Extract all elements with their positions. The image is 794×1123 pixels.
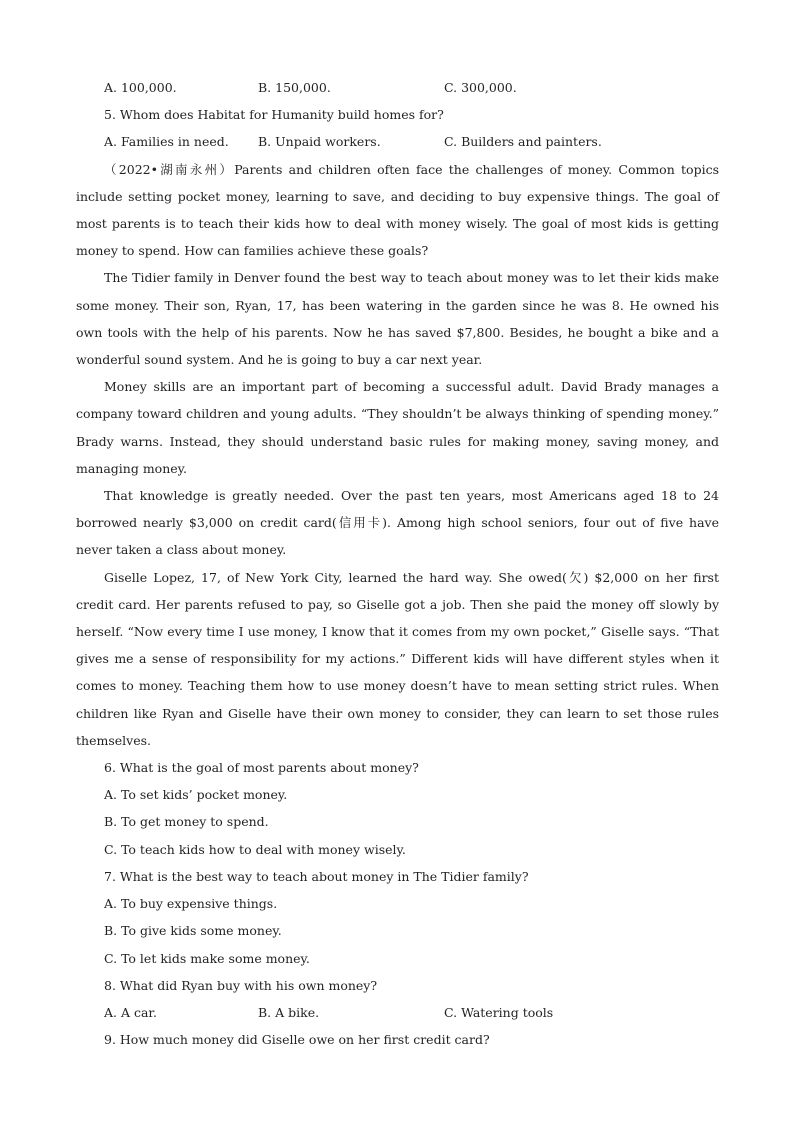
q8-option-c: C. Watering tools bbox=[444, 1004, 554, 1020]
document-page bbox=[76, 74, 719, 1053]
q6-option-b: B. To get money to spend. bbox=[104, 814, 269, 830]
q8-question: 8. What did Ryan buy with his own money? bbox=[104, 977, 378, 993]
q7-option-b: B. To give kids some money. bbox=[104, 923, 282, 939]
q7-question: 7. What is the best way to teach about money in The Tidier family? bbox=[104, 868, 529, 884]
q6-option-a: A. To set kids’ pocket money. bbox=[104, 787, 288, 803]
q6-question: 6. What is the goal of most parents about money? bbox=[104, 760, 419, 776]
q4-option-a: A. 100,000. bbox=[104, 80, 177, 95]
q6-option-c: C. To teach kids how to deal with money wisely. bbox=[104, 841, 406, 857]
q8-option-b: B. A bike. bbox=[258, 1004, 320, 1020]
q8-option-a: A. A car. bbox=[104, 1004, 158, 1020]
q5-option-c: C. Builders and painters. bbox=[444, 134, 602, 150]
q9-question: 9. How much money did Giselle owe on her first credit card? bbox=[104, 1032, 490, 1048]
passage-paragraph: That knowledge is greatly needed. Over the past ten years, most Americans aged 18 to 24 borrowed nearly $3,000 on credit card(信用卡). Among high school seniors, four out of five have never taken a class about money. bbox=[76, 488, 719, 558]
passage-paragraph: （2022•湖南永州）Parents and children often face the challenges of money. Common topics include setting pocket money, learning to save, and deciding to buy expensive things. The goal of most parents is to teach their kids how to deal with money wisely. The goal of most kids is getting money to spend. How can families achieve these goals? bbox=[76, 161, 719, 259]
q4-options bbox=[76, 74, 719, 101]
q5-option-b: B. Unpaid workers. bbox=[258, 134, 381, 150]
q5-question: 5. Whom does Habitat for Humanity build homes for? bbox=[104, 107, 444, 123]
q8-options bbox=[76, 999, 719, 1026]
passage-paragraph: Giselle Lopez, 17, of New York City, learned the hard way. She owed(欠) $2,000 on her first credit card. Her parents refused to pay, so Giselle got a job. Then she paid the money off slowly by herself. “Now every time I use money, I know that it comes from my own pocket,” Giselle says. “That gives me a sense of responsibility for my actions.” Different kids will have different styles when it comes to money. Teaching them how to use money doesn’t have to mean setting strict rules. When children like Ryan and Giselle have their own money to consider, they can learn to set those rules themselves. bbox=[76, 569, 719, 748]
q5-options bbox=[76, 128, 719, 155]
q7-option-a: A. To buy expensive things. bbox=[104, 896, 278, 912]
passage-paragraph: The Tidier family in Denver found the best way to teach about money was to let their kids make some money. Their son, Ryan, 17, has been watering in the garden since he was 8. He owned his own tools with the help of his parents. Now he has saved $7,800. Besides, he bought a bike and a wonderful sound system. And he is going to buy a car next year. bbox=[76, 270, 719, 368]
q4-option-c: C. 300,000. bbox=[444, 80, 517, 95]
q7-option-c: C. To let kids make some money. bbox=[104, 950, 310, 966]
q5-option-a: A. Families in need. bbox=[104, 134, 229, 150]
q4-option-b: B. 150,000. bbox=[258, 80, 331, 95]
passage-paragraph: Money skills are an important part of becoming a successful adult. David Brady manages a company toward children and young adults. “They shouldn’t be always thinking of spending money.” Brady warns. Instead, they should understand basic rules for making money, saving money, and managing money. bbox=[76, 379, 719, 476]
